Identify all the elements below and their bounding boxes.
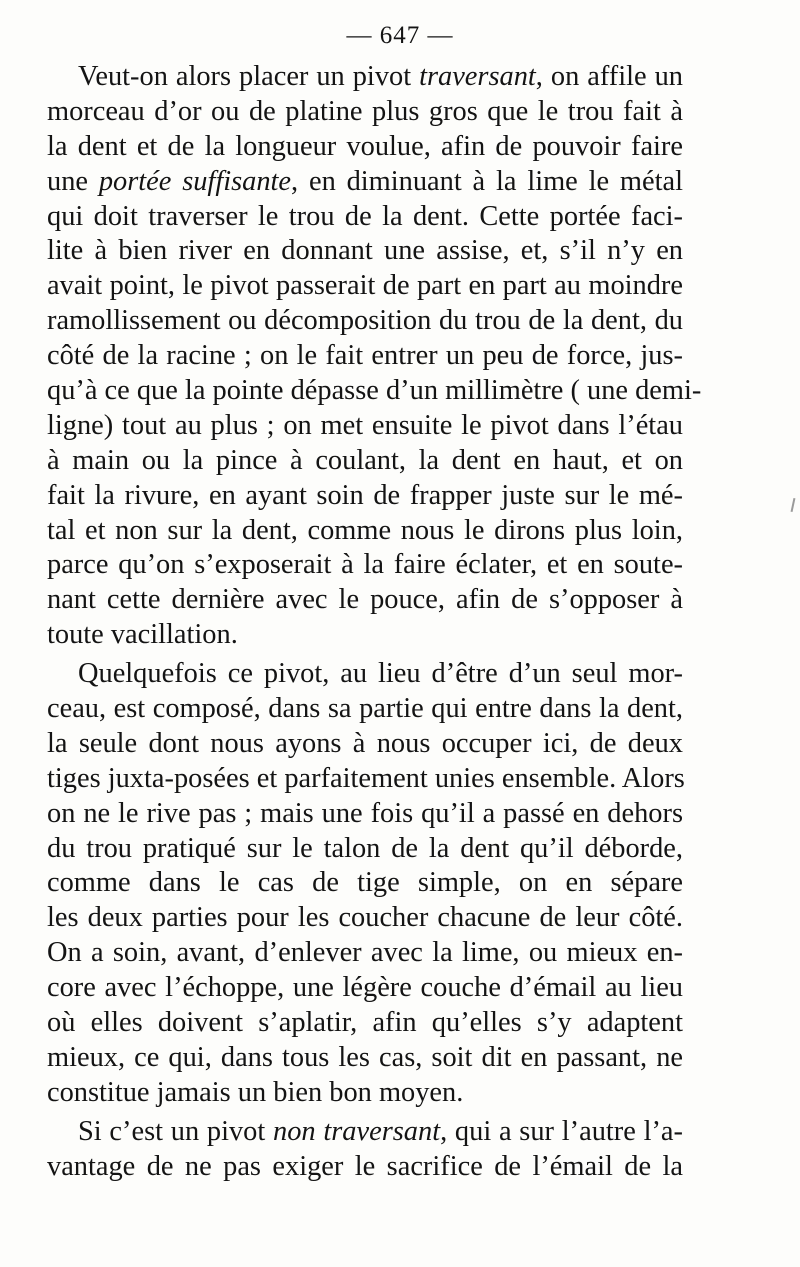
italic-text: non traversant <box>273 1115 441 1147</box>
text-line: à main ou la pince à coulant, la dent en haut, et on <box>47 444 683 476</box>
text-line: on ne le rive pas ; mais une fois qu’il a passé en dehors <box>47 797 683 829</box>
text-line: constitue jamais un bien bon moyen. <box>47 1076 464 1108</box>
margin-mark <box>791 498 796 512</box>
text-line: avait point, le pivot passerait de part en part au moindre <box>47 270 683 302</box>
italic-text: traversant <box>419 61 536 92</box>
text-line: où elles doivent s’aplatir, afin qu’elles s’y adaptent <box>47 1007 683 1039</box>
text-line: Veut-on alors placer un pivot traversant, on affile un <box>78 61 683 92</box>
text-line: core avec l’échoppe, une légère couche d’émail au lieu <box>47 972 683 1004</box>
text-line: du trou pratiqué sur le talon de la dent qu’il déborde, <box>47 832 683 864</box>
text-line: côté de la racine ; on le fait entrer un peu de force, jus- <box>47 340 683 372</box>
text-line: une portée suffisante, en diminuant à la lime le métal <box>47 165 683 197</box>
text-line: vantage de ne pas exiger le sacrifice de l’émail de la <box>47 1150 683 1182</box>
text-line: qu’à ce que la pointe dépasse d’un millimètre ( une demi- <box>47 375 702 407</box>
text-line: morceau d’or ou de platine plus gros que le trou fait à <box>47 95 683 127</box>
text-line: qui doit traverser le trou de la dent. Cette portée faci- <box>47 200 683 232</box>
text-line: On a soin, avant, d’enlever avec la lime, ou mieux en- <box>47 937 683 969</box>
text-line: lite à bien river en donnant une assise, et, s’il n’y en <box>47 235 683 267</box>
page-number: — 647 — <box>346 22 454 49</box>
text-line: fait la rivure, en ayant soin de frapper juste sur le mé- <box>47 479 683 511</box>
text-line: Si c’est un pivot non traversant, qui a sur l’autre l’a- <box>78 1115 683 1147</box>
text-line: toute vacillation. <box>47 619 238 651</box>
text-line: tal et non sur la dent, comme nous le dirons plus loin, <box>47 514 683 546</box>
italic-text: portée suffisante <box>98 165 292 197</box>
text-line: la seule dont nous ayons à nous occuper ici, de deux <box>47 727 683 759</box>
text-line: mieux, ce qui, dans tous les cas, soit dit en passant, ne <box>47 1041 683 1073</box>
text-line: parce qu’on s’exposerait à la faire éclater, et en soute- <box>47 549 683 581</box>
text-line: ligne) tout au plus ; on met ensuite le pivot dans l’étau <box>47 409 683 441</box>
text-line: nant cette dernière avec le pouce, afin de s’opposer à <box>47 584 683 616</box>
text-line: tiges juxta-posées et parfaitement unies ensemble. Alors <box>47 762 685 794</box>
paragraph <box>47 657 683 1111</box>
text-line: les deux parties pour les coucher chacune de leur côté. <box>47 902 683 934</box>
page-text-body <box>47 60 702 1185</box>
text-line: comme dans le cas de tige simple, on en sépare <box>47 867 683 899</box>
paragraph <box>47 60 702 653</box>
paragraph <box>47 1115 683 1185</box>
text-line: ramollissement ou décomposition du trou de la dent, du <box>47 305 683 337</box>
text-line: la dent et de la longueur voulue, afin de pouvoir faire <box>47 130 683 162</box>
text-line: ceau, est composé, dans sa partie qui entre dans la dent, <box>47 693 683 725</box>
text-line: Quelquefois ce pivot, au lieu d’être d’un seul mor- <box>78 658 683 690</box>
